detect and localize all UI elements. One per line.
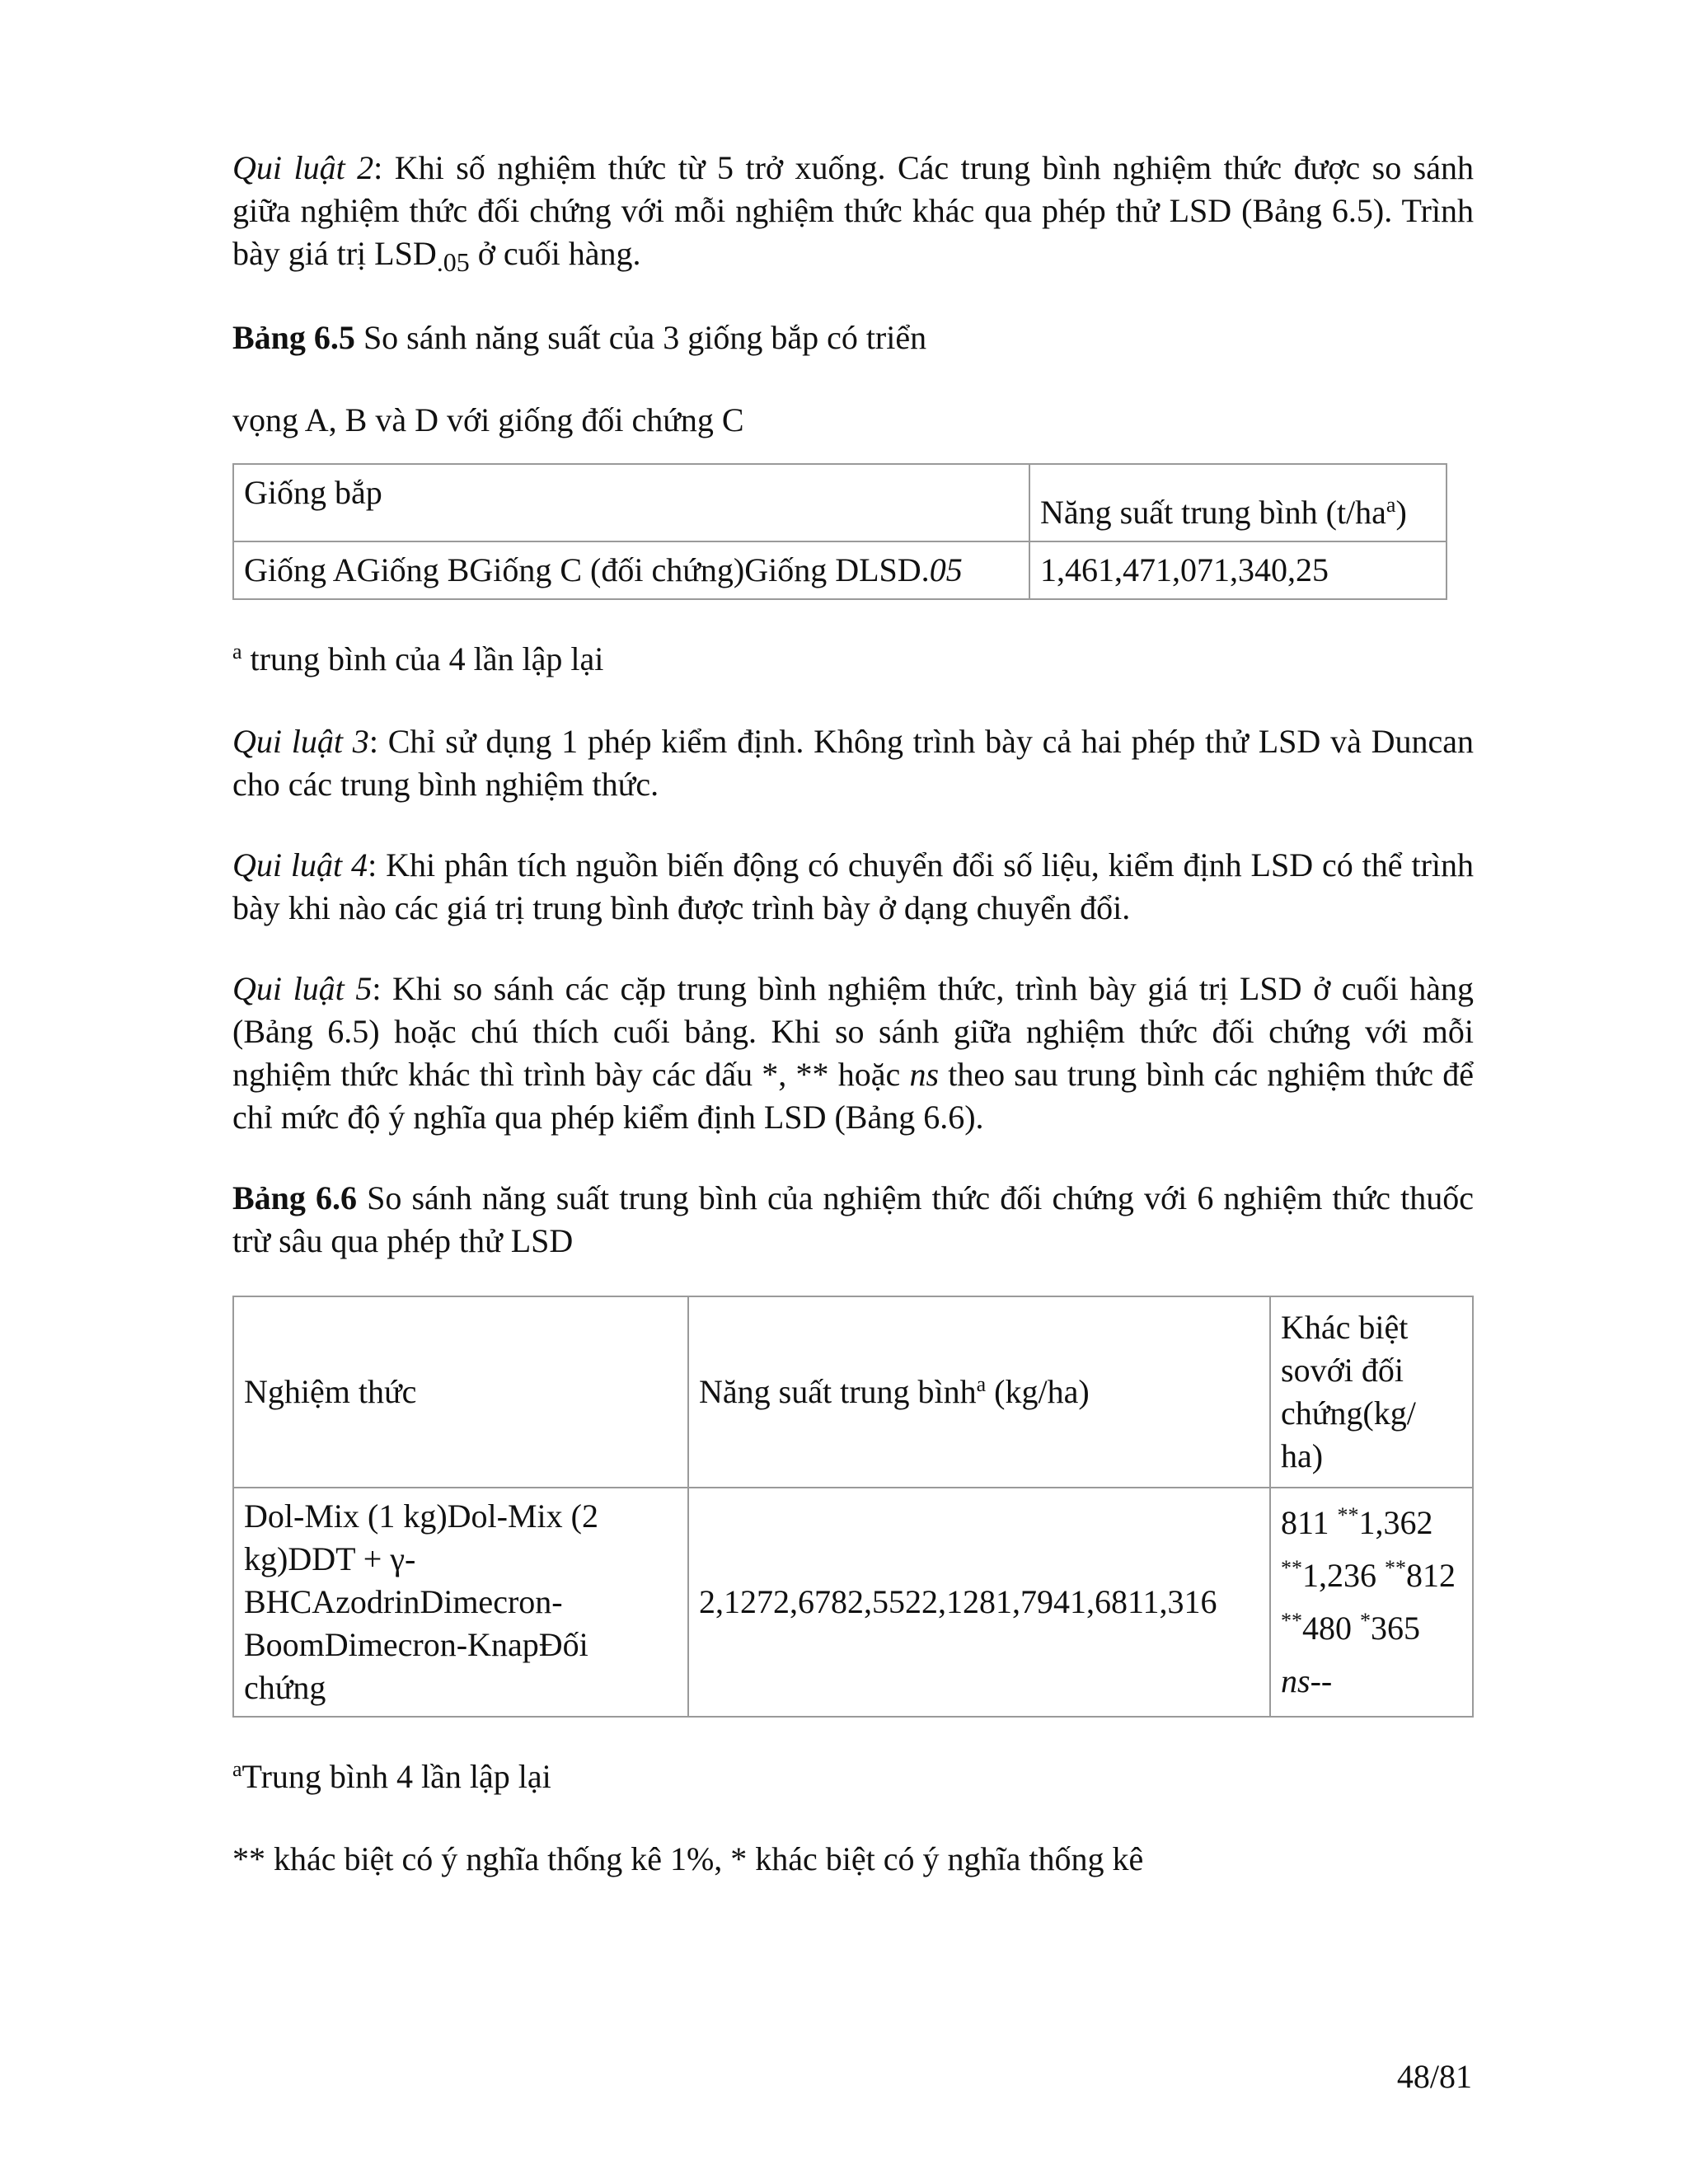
significance-mark: * bbox=[1360, 1609, 1371, 1633]
table-6-5-footnote bbox=[232, 638, 1474, 681]
header-yield-end: ) bbox=[1395, 494, 1407, 531]
significance-note bbox=[232, 1838, 1474, 1881]
table-row bbox=[233, 1296, 1473, 1488]
table-cell bbox=[233, 1488, 688, 1717]
rule-5-label: Qui luật 5 bbox=[232, 970, 373, 1007]
significance-mark: ** bbox=[1337, 1503, 1359, 1527]
table-6-6-caption bbox=[232, 1177, 1474, 1263]
varieties-cell: Giống AGiống BGiống C (đối chứng)Giống DLSD. bbox=[244, 551, 930, 588]
footnote-text: Trung bình 4 lần lập lại bbox=[241, 1758, 551, 1795]
table-header-cell bbox=[688, 1296, 1270, 1488]
header-mean-yield-sup: a bbox=[976, 1372, 987, 1396]
diff-value: 480 bbox=[1302, 1610, 1360, 1647]
table-cell bbox=[1029, 541, 1447, 599]
rule-2-text: : Khi số nghiệm thức từ 5 trở xuống. Các trung bình nghiệm thức được so sánh giữa nghiệm thức đối chứng với mỗi nghiệm thức khác qua phép thử LSD (Bảng 6.5). Trình bày giá trị LSD bbox=[232, 149, 1474, 272]
header-yield-sup: a bbox=[1386, 493, 1396, 517]
ns-mark: ns bbox=[1281, 1662, 1311, 1699]
significance-mark: ** bbox=[1385, 1556, 1406, 1580]
table-6-5 bbox=[232, 463, 1447, 600]
significance-mark: ** bbox=[1281, 1556, 1302, 1580]
table-6-5-caption-text: So sánh năng suất của 3 giống bắp có triển bbox=[354, 319, 927, 356]
footnote-sup: a bbox=[232, 1757, 242, 1781]
table-cell bbox=[233, 541, 1029, 599]
footnote-sup: a bbox=[232, 640, 242, 663]
significance-mark: ** bbox=[1281, 1609, 1302, 1633]
rule-5-ns: ns bbox=[909, 1056, 940, 1093]
diff-value: 1,362 bbox=[1358, 1504, 1433, 1541]
table-header-cell bbox=[233, 1296, 688, 1488]
rule-5-text-end: theo sau trung bình các nghiệm thức để chỉ mức độ ý nghĩa qua phép kiểm định LSD (Bảng 6.6). bbox=[232, 1056, 1474, 1136]
rule-3-text: : Chỉ sử dụng 1 phép kiểm định. Không trình bày cả hai phép thử LSD và Duncan cho các trung bình nghiệm thức. bbox=[232, 723, 1475, 803]
rule-2-label: Qui luật 2 bbox=[232, 149, 374, 186]
mean-yields-cell: 2,1272,6782,5522,1281,7941,6811,316 bbox=[699, 1583, 1217, 1620]
table-header-cell bbox=[1270, 1296, 1473, 1488]
lsd-05-italic: 05 bbox=[929, 551, 963, 588]
rule-4-paragraph bbox=[232, 844, 1474, 930]
page-number: 48/81 bbox=[1396, 2058, 1472, 2095]
table-row bbox=[233, 541, 1447, 599]
significance-note-text: ** khác biệt có ý nghĩa thống kê 1%, * khác biệt có ý nghĩa thống kê bbox=[232, 1840, 1144, 1877]
treatments-cell: Dol-Mix (1 kg)Dol-Mix (2 kg)DDT + γ-BHCAzodrinDimecron-BoomDimecron-KnapĐối chứng bbox=[244, 1497, 598, 1706]
table-cell bbox=[1270, 1488, 1473, 1717]
header-mean-yield-end: (kg/ha) bbox=[986, 1373, 1090, 1410]
diff-value: 812 bbox=[1406, 1557, 1456, 1594]
table-row bbox=[233, 1488, 1473, 1717]
document-page bbox=[232, 147, 1474, 1920]
rule-4-text: : Khi phân tích nguồn biến động có chuyển đổi số liệu, kiểm định LSD có thể trình bày khi nào các giá trị trung bình được trình bày ở dạng chuyển đổi. bbox=[232, 846, 1475, 926]
table-header-cell bbox=[1029, 464, 1447, 541]
rule-3-label: Qui luật 3 bbox=[232, 723, 369, 760]
table-6-5-caption-text-2: vọng A, B và D với giống đối chứng C bbox=[232, 401, 744, 438]
header-variety: Giống bắp bbox=[244, 474, 382, 511]
header-treatment: Nghiệm thức bbox=[244, 1373, 417, 1410]
table-6-6-footnote bbox=[232, 1755, 1474, 1798]
table-6-5-caption-line2 bbox=[232, 399, 1474, 442]
rule-2-text-end: ở cuối hàng. bbox=[469, 235, 641, 272]
table-6-5-caption-line1 bbox=[232, 316, 1474, 359]
lsd-subscript: .05 bbox=[436, 247, 470, 277]
footnote-text: trung bình của 4 lần lập lại bbox=[241, 640, 604, 677]
diff-value: 365 bbox=[1371, 1610, 1420, 1647]
table-6-6-caption-text: So sánh năng suất trung bình của nghiệm thức đối chứng với 6 nghiệm thức thuốc trừ sâu qua phép thử LSD bbox=[232, 1179, 1474, 1259]
diff-value: 1,236 bbox=[1302, 1557, 1385, 1594]
diff-value: 811 bbox=[1281, 1504, 1338, 1541]
diff-value: -- bbox=[1310, 1662, 1333, 1699]
table-header-cell bbox=[233, 464, 1029, 541]
table-6-6 bbox=[232, 1296, 1474, 1718]
rule-5-paragraph bbox=[232, 968, 1474, 1139]
rule-5-text: : Khi so sánh các cặp trung bình nghiệm thức, trình bày giá trị LSD ở cuối hàng (Bảng 6.5) hoặc chú thích cuối bảng. Khi so sánh giữa nghiệm thức đối chứng với mỗi nghiệm thức khác thì trình bày các dấu *, ** hoặc bbox=[232, 970, 1474, 1093]
table-6-6-label: Bảng 6.6 bbox=[232, 1179, 358, 1216]
rule-4-label: Qui luật 4 bbox=[232, 846, 368, 883]
rule-2-paragraph bbox=[232, 147, 1474, 277]
table-6-5-label: Bảng 6.5 bbox=[232, 319, 355, 356]
rule-3-paragraph bbox=[232, 720, 1474, 806]
yields-cell: 1,461,471,071,340,25 bbox=[1040, 551, 1329, 588]
table-row bbox=[233, 464, 1447, 541]
header-difference: Khác biệt sovới đối chứng(kg/ ha) bbox=[1281, 1309, 1416, 1474]
table-cell bbox=[688, 1488, 1270, 1717]
header-yield: Năng suất trung bình (t/ha bbox=[1040, 494, 1386, 531]
header-mean-yield: Năng suất trung bình bbox=[699, 1373, 977, 1410]
